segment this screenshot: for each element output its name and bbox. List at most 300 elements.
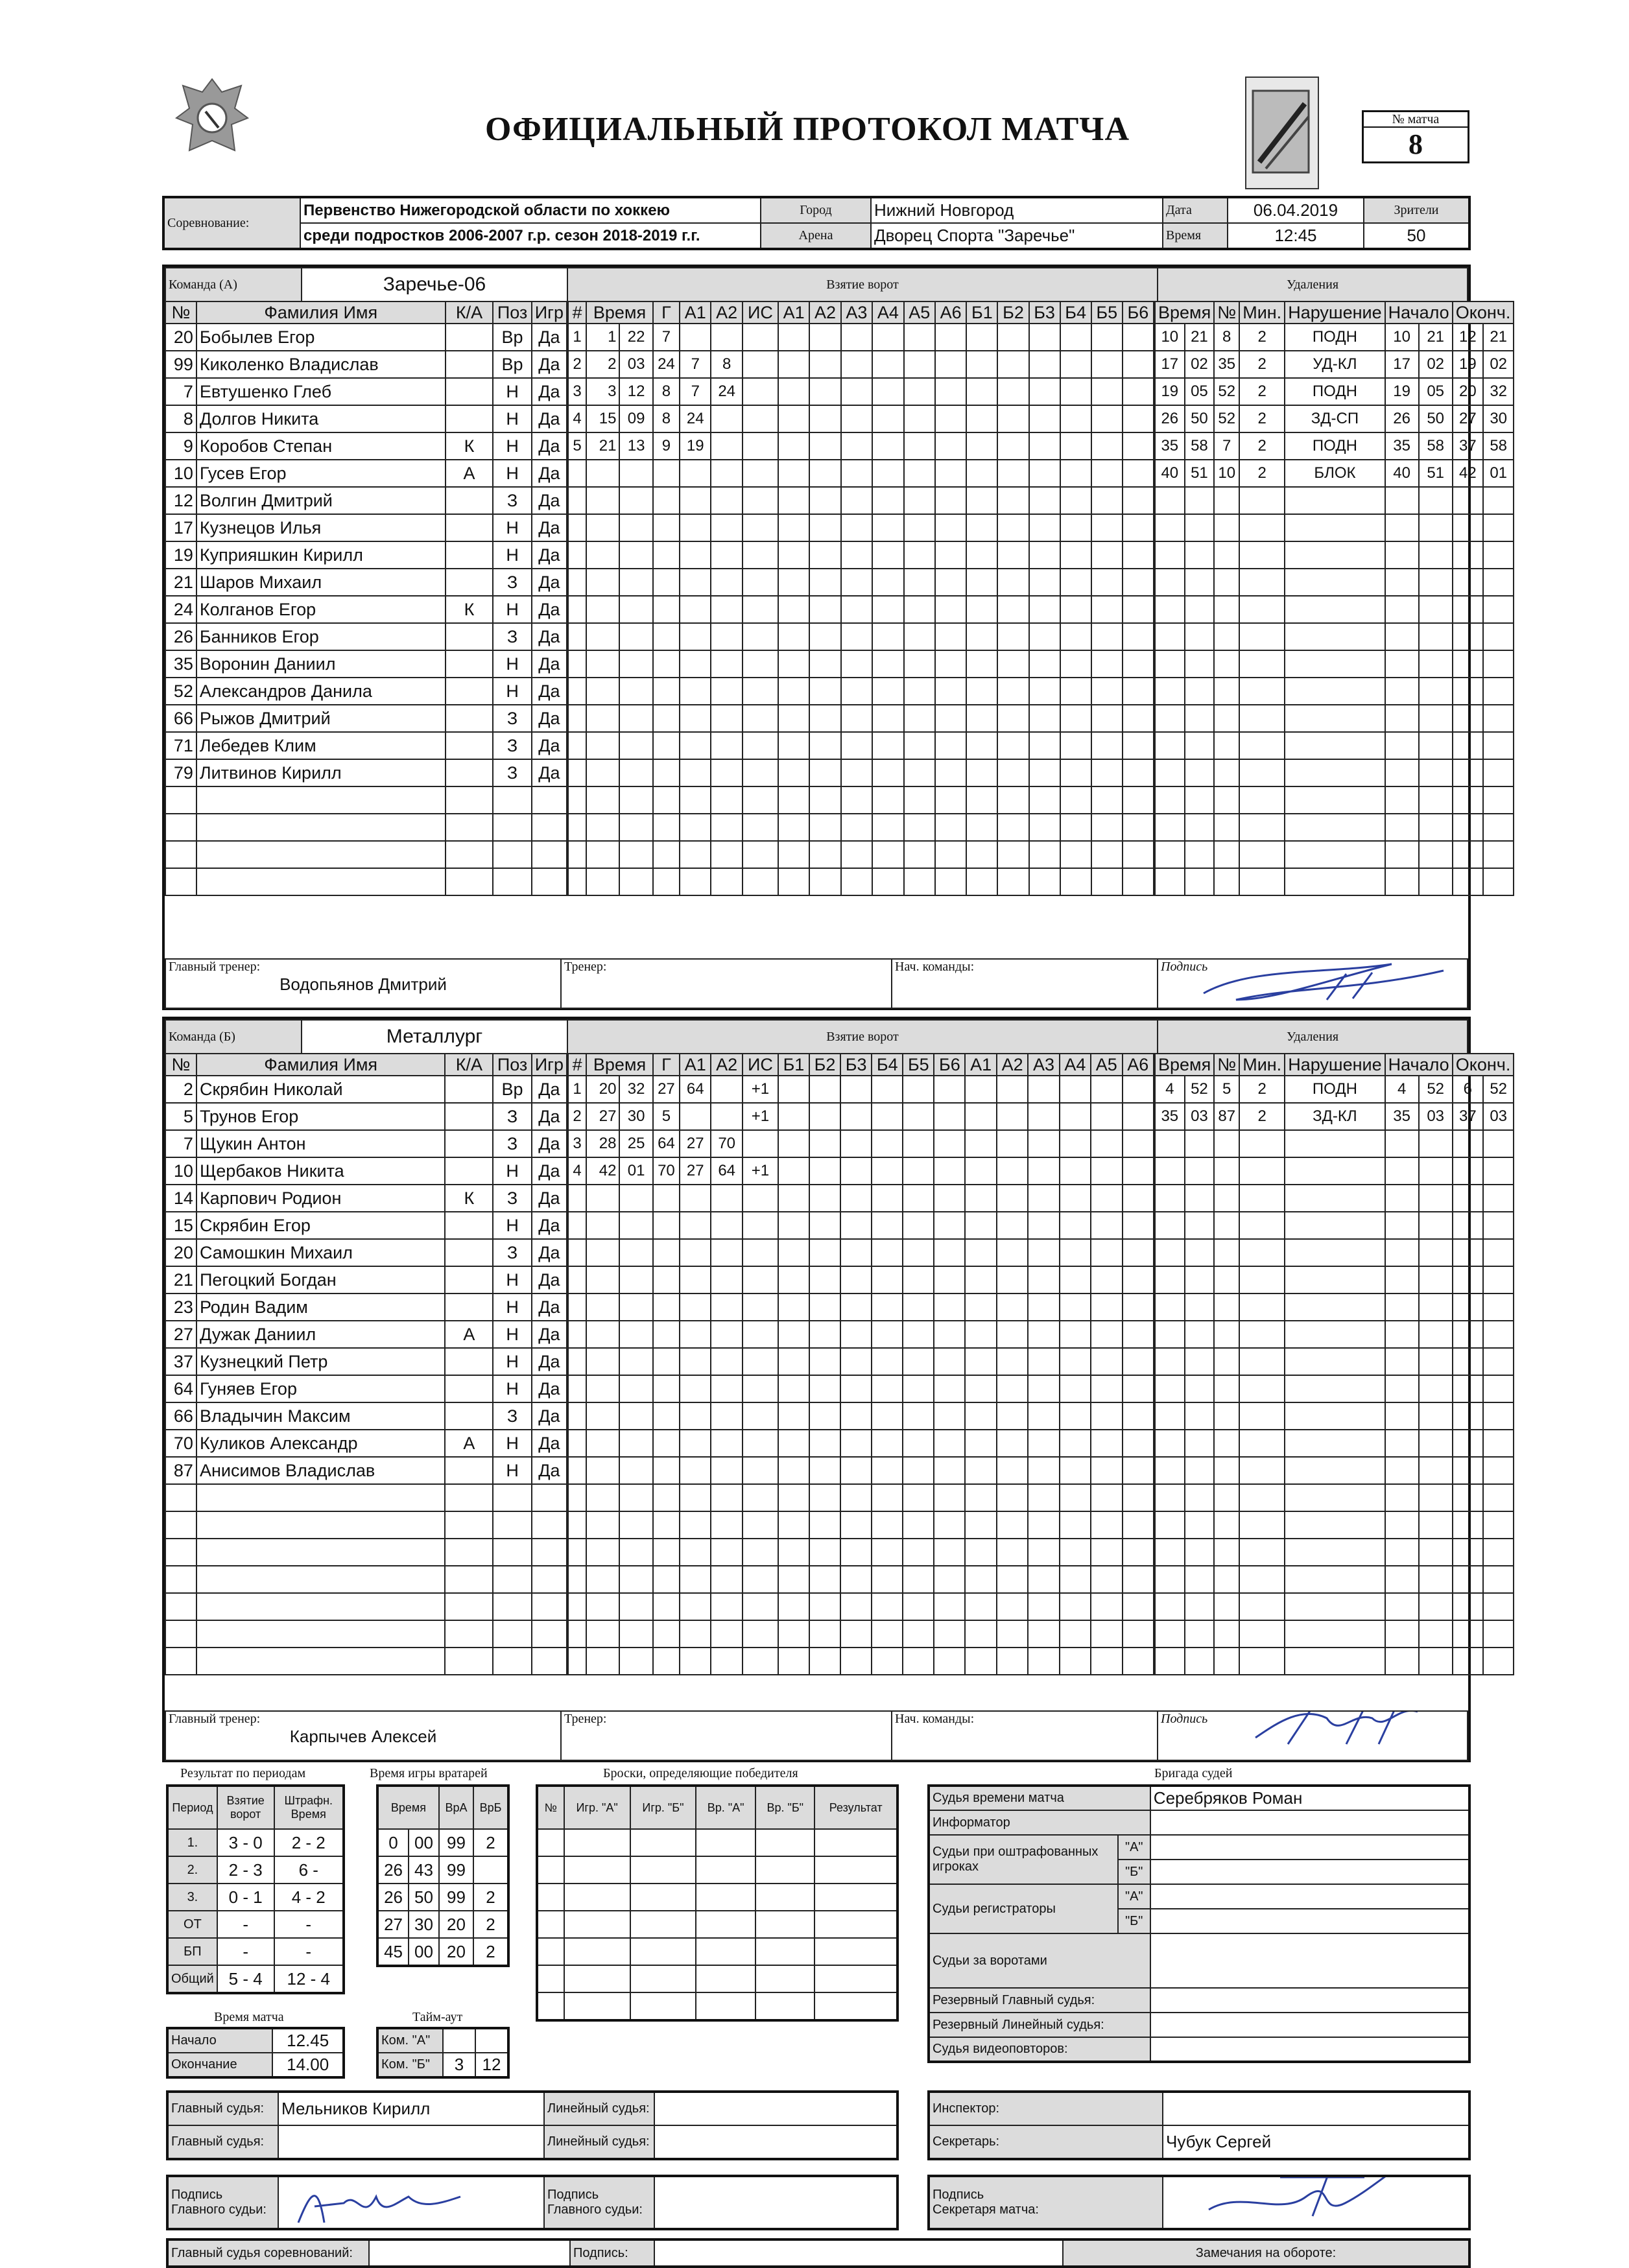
goal-cell [1091, 1430, 1122, 1457]
goal-cell [935, 405, 966, 432]
penalty-cell: ПОДН [1285, 432, 1385, 460]
goalies-header-cell: Время [377, 1786, 439, 1829]
player-played [532, 786, 567, 814]
player-number: 87 [165, 1457, 196, 1484]
goals-header-cell: ИС [743, 1054, 778, 1076]
goals-header-cell: Б2 [997, 301, 1029, 324]
penalty-cell [1453, 1348, 1483, 1375]
penalty-cell: 35 [1385, 1103, 1419, 1130]
penalty-cell [1185, 1457, 1215, 1484]
goal-cell [743, 650, 778, 678]
player-played: Да [532, 460, 567, 487]
penalty-cell [1155, 1566, 1185, 1593]
team-a-head-coach: Водопьянов Дмитрий [279, 975, 447, 994]
penalty-cell [1483, 1484, 1514, 1511]
goal-cell [903, 1157, 934, 1185]
goal-cell [841, 868, 872, 895]
goal-cell [841, 786, 872, 814]
penalty-row [1155, 814, 1514, 841]
goal-cell [1091, 1375, 1122, 1402]
goal-cell [778, 1266, 809, 1293]
penalty-cell [1214, 596, 1239, 623]
goal-cell [680, 1293, 711, 1321]
player-position: З [493, 1185, 531, 1212]
player-row [165, 814, 567, 841]
penalty-cell [1453, 596, 1483, 623]
goal-cell [711, 1266, 742, 1293]
goal-cell [778, 1402, 809, 1430]
penalty-cell [1483, 1348, 1514, 1375]
penalty-cell: 40 [1385, 460, 1419, 487]
goal-cell [743, 432, 778, 460]
team-a-head-coach-label: Главный тренер: [169, 960, 261, 974]
player-name: Гусев Егор [196, 460, 446, 487]
goal-cell [1060, 759, 1091, 786]
penalty-cell [1285, 569, 1385, 596]
penalty-cell [1483, 814, 1514, 841]
goal-cell [680, 841, 711, 868]
player-played: Да [532, 1430, 567, 1457]
arena-value: Дворец Спорта "Заречье" [871, 223, 1163, 249]
player-position: З [493, 759, 531, 786]
player-row [165, 678, 567, 705]
goal-cell [568, 1620, 586, 1648]
player-name: Евтушенко Глеб [196, 378, 446, 405]
penalty-row [1155, 841, 1514, 868]
goal-cell [1060, 1457, 1091, 1484]
goal-cell [1123, 1457, 1154, 1484]
goal-cell [653, 1266, 680, 1293]
penalty-cell [1453, 1457, 1483, 1484]
goal-cell: 22 [619, 324, 652, 351]
goal-cell [711, 1457, 742, 1484]
penalty-cell [1239, 841, 1285, 868]
penalty-cell: 2 [1239, 460, 1285, 487]
goal-cell [1060, 487, 1091, 514]
goal-cell [1029, 759, 1060, 786]
goal-cell [619, 1266, 652, 1293]
video-label: Судья видеоповторов: [929, 2037, 1150, 2062]
goal-cell [1060, 1566, 1091, 1593]
goal-cell [653, 705, 680, 732]
goal-cell [1060, 351, 1091, 378]
goal-cell [841, 623, 872, 650]
penalty-row [1155, 1402, 1514, 1430]
goal-cell [1091, 1593, 1122, 1620]
goal-cell [653, 650, 680, 678]
goal-cell [619, 868, 652, 895]
goal-cell [711, 1185, 742, 1212]
goal-judges-label: Судьи за воротами [929, 1933, 1150, 1988]
goal-cell [809, 1511, 840, 1539]
goal-row [568, 1566, 1154, 1593]
head-ref-label: Главный судья: [167, 2092, 278, 2125]
goal-cell [680, 1566, 711, 1593]
penalty-cell [1385, 1375, 1419, 1402]
penalties-header-cell: Оконч. [1453, 301, 1514, 324]
goal-cell [903, 1130, 934, 1157]
player-name [196, 1648, 445, 1675]
goal-cell [965, 1266, 996, 1293]
goal-cell [619, 678, 652, 705]
goal-cell [840, 1293, 872, 1321]
goals-header-cell: Время [586, 1054, 653, 1076]
goal-cell [1123, 541, 1154, 569]
goal-cell [586, 732, 619, 759]
goal-cell [1123, 759, 1154, 786]
shootout-row [537, 1829, 898, 1856]
goals-header-cell: А2 [711, 1054, 742, 1076]
penalty-cell [1239, 759, 1285, 786]
player-number: 27 [165, 1321, 196, 1348]
goal-cell [743, 759, 778, 786]
player-name: Владычин Максим [196, 1402, 445, 1430]
penalty-row [1155, 1539, 1514, 1566]
line-ref-label-1: Линейный судья: [544, 2092, 654, 2125]
goal-cell [586, 1348, 619, 1375]
penalty-cell [1385, 814, 1419, 841]
goal-row [568, 405, 1154, 432]
goal-row [568, 1239, 1154, 1266]
goal-cell [997, 1648, 1028, 1675]
goal-cell: 24 [680, 405, 711, 432]
goal-cell [743, 678, 778, 705]
player-role [446, 786, 493, 814]
registrars-label: Судьи регистраторы [929, 1884, 1118, 1933]
player-row [165, 1539, 567, 1566]
goal-cell [809, 1239, 840, 1266]
goal-cell: 8 [653, 405, 680, 432]
goal-cell [1091, 841, 1123, 868]
penalty-cell [1155, 596, 1185, 623]
goal-cell [568, 732, 586, 759]
goal-cell [903, 1293, 934, 1321]
penalty-cell: 4 [1155, 1076, 1185, 1103]
goal-cell [568, 1484, 586, 1511]
goal-cell [743, 814, 778, 841]
penalty-cell [1385, 1293, 1419, 1321]
penalty-cell [1483, 1321, 1514, 1348]
penalty-row [1155, 786, 1514, 814]
player-role [445, 1130, 493, 1157]
goal-cell [872, 1293, 903, 1321]
goal-cell [743, 1266, 778, 1293]
player-position [493, 1593, 531, 1620]
penalty-cell [1483, 868, 1514, 895]
player-name: Самошкин Михаил [196, 1239, 445, 1266]
player-row [165, 1212, 567, 1239]
player-role [445, 1266, 493, 1293]
goal-cell [586, 460, 619, 487]
goal-cell [1123, 1293, 1154, 1321]
goal-cell [586, 541, 619, 569]
player-row [165, 596, 567, 623]
goal-row [568, 378, 1154, 405]
shootout-cell [630, 1829, 696, 1856]
penalty-cell: 52 [1214, 405, 1239, 432]
penalty-row [1155, 1321, 1514, 1348]
goal-cell [1029, 405, 1060, 432]
penalty-cell [1155, 1457, 1185, 1484]
penalty-cell [1419, 1593, 1453, 1620]
goal-cell [965, 1293, 996, 1321]
goal-row [568, 678, 1154, 705]
period-cell: БП [167, 1938, 217, 1965]
goal-cell: 15 [586, 405, 619, 432]
goal-cell [809, 1076, 840, 1103]
period-row [167, 1938, 344, 1965]
goal-cell [934, 1185, 965, 1212]
goal-cell [586, 1293, 619, 1321]
goalie-cell: 20 [439, 1938, 473, 1966]
goal-cell [809, 1566, 840, 1593]
goal-cell [1060, 378, 1091, 405]
penalty-cell [1239, 732, 1285, 759]
player-position: Н [493, 1293, 531, 1321]
goal-cell [680, 1321, 711, 1348]
goal-cell [872, 1539, 903, 1566]
penalty-cell [1214, 1402, 1239, 1430]
penalties-header [1155, 1054, 1514, 1076]
player-played: Да [532, 514, 567, 541]
goal-cell: 3 [568, 378, 586, 405]
player-played [532, 1648, 567, 1675]
penalties-header-cell: Время [1155, 1054, 1214, 1076]
penalty-cell [1239, 1511, 1285, 1539]
goals-header-cell: Б6 [934, 1054, 965, 1076]
goal-cell [904, 841, 935, 868]
period-cell: 0 - 1 [217, 1884, 274, 1911]
penalty-cell: БЛОК [1285, 460, 1385, 487]
penalties-header-cell: Нарушение [1285, 1054, 1385, 1076]
penalty-cell [1239, 1130, 1285, 1157]
goal-cell [841, 814, 872, 841]
goal-cell: 2 [586, 351, 619, 378]
goal-cell: 1 [568, 324, 586, 351]
goal-row [568, 1130, 1154, 1157]
goal-cell [841, 514, 872, 541]
goal-row [568, 814, 1154, 841]
timekeeper-label: Судья времени матча [929, 1786, 1150, 1810]
penalty-cell [1239, 1185, 1285, 1212]
team-a-signature [1197, 961, 1457, 1006]
player-row [165, 324, 567, 351]
penalty-cell [1155, 1239, 1185, 1266]
team-b-goals-title: Взятие ворот [567, 1020, 1158, 1054]
player-number: 66 [165, 1402, 196, 1430]
penalty-cell [1214, 759, 1239, 786]
roster-header [165, 1054, 567, 1076]
goal-cell [586, 1266, 619, 1293]
goal-cell [711, 1620, 742, 1648]
penalty-cell [1239, 623, 1285, 650]
goal-cell [680, 514, 711, 541]
goal-cell [1123, 841, 1154, 868]
penalty-row [1155, 1620, 1514, 1648]
goal-cell [1029, 596, 1060, 623]
shootout-cell [564, 1992, 630, 2020]
goal-cell [904, 460, 935, 487]
goal-cell [680, 623, 711, 650]
penalty-cell [1185, 569, 1215, 596]
goal-cell [1060, 786, 1091, 814]
penalty-cell [1239, 650, 1285, 678]
penalty-cell [1155, 868, 1185, 895]
goal-cell: 5 [568, 432, 586, 460]
player-played: Да [532, 324, 567, 351]
goals-header-cell: Время [586, 301, 653, 324]
goal-cell [1123, 1430, 1154, 1457]
officials-table [927, 1784, 1471, 2063]
penalty-cell [1453, 1430, 1483, 1457]
goal-cell [778, 405, 809, 432]
player-position: З [493, 705, 531, 732]
penalty-cell [1483, 1239, 1514, 1266]
penalty-cell [1155, 1593, 1185, 1620]
player-name: Пегоцкий Богдан [196, 1266, 445, 1293]
penalty-cell [1483, 1157, 1514, 1185]
goal-cell [1029, 324, 1060, 351]
goal-row [568, 1266, 1154, 1293]
goal-row [568, 1648, 1154, 1675]
penalty-cell [1214, 1375, 1239, 1402]
penalty-cell [1385, 1484, 1419, 1511]
goal-cell [934, 1103, 965, 1130]
penalty-row [1155, 1185, 1514, 1212]
penalties-header-cell: Начало [1385, 1054, 1453, 1076]
goal-cell [809, 432, 840, 460]
goal-cell [935, 623, 966, 650]
goal-cell [997, 786, 1029, 814]
goal-row [568, 841, 1154, 868]
player-role: К [446, 596, 493, 623]
team-a-section [162, 265, 1511, 1010]
goal-cell [1091, 1648, 1122, 1675]
penalty-row [1155, 1212, 1514, 1239]
penalty-cell [1239, 514, 1285, 541]
goal-cell [586, 514, 619, 541]
shootout-cell [755, 1911, 814, 1938]
team-a-goals-table [567, 301, 1154, 896]
goal-cell [997, 1130, 1028, 1157]
goal-cell [711, 541, 742, 569]
player-position: Н [493, 1321, 531, 1348]
goal-cell [1060, 1430, 1091, 1457]
player-number [165, 1648, 196, 1675]
goal-cell [840, 1103, 872, 1130]
goal-cell [809, 405, 840, 432]
goal-cell [997, 460, 1029, 487]
player-role [446, 841, 493, 868]
goal-cell [1123, 1076, 1154, 1103]
goal-cell [935, 868, 966, 895]
match-time-table [166, 2027, 345, 2079]
goal-cell [586, 814, 619, 841]
goal-cell [809, 1266, 840, 1293]
goal-cell: 2 [568, 1103, 586, 1130]
goal-cell [1123, 514, 1154, 541]
timeout-b-label: Ком. "Б" [377, 2053, 443, 2077]
goal-cell [934, 1402, 965, 1430]
goal-cell [997, 1348, 1028, 1375]
penalty-cell [1214, 487, 1239, 514]
goal-cell [840, 1157, 872, 1185]
penalty-cell [1155, 1348, 1185, 1375]
player-role: К [446, 432, 493, 460]
goal-cell [935, 596, 966, 623]
goal-cell [965, 1593, 996, 1620]
goal-cell [568, 1511, 586, 1539]
penalty-cell [1214, 1539, 1239, 1566]
goal-cell [1060, 623, 1091, 650]
goal-cell [1123, 460, 1154, 487]
goals-header-cell: ИС [743, 301, 778, 324]
penalty-cell [1239, 1348, 1285, 1375]
goal-cell [653, 1648, 680, 1675]
player-name [196, 841, 446, 868]
goals-header [568, 301, 1154, 324]
goal-cell [743, 596, 778, 623]
goal-cell [1029, 514, 1060, 541]
goal-cell [1091, 1457, 1122, 1484]
goals-header-cell: А1 [778, 301, 809, 324]
goal-cell [904, 378, 935, 405]
goal-cell [778, 1321, 809, 1348]
goal-cell [840, 1185, 872, 1212]
goals-header-cell: Б1 [778, 1054, 809, 1076]
goal-cell [997, 732, 1029, 759]
period-cell: 2 - 3 [217, 1856, 274, 1884]
player-row [165, 1321, 567, 1348]
player-played: Да [532, 569, 567, 596]
penalty-cell [1453, 514, 1483, 541]
secretary-sign-table [927, 2175, 1471, 2230]
penalty-row [1155, 1430, 1514, 1457]
player-role [445, 1239, 493, 1266]
goal-cell [997, 759, 1029, 786]
player-name: Щербаков Никита [196, 1157, 445, 1185]
goal-cell: 7 [653, 324, 680, 351]
reserve-head-label: Резервный Главный судья: [929, 1988, 1150, 2013]
goal-cell [653, 1402, 680, 1430]
goal-cell [935, 541, 966, 569]
goal-cell [809, 623, 840, 650]
goal-cell [904, 541, 935, 569]
goal-cell [872, 324, 903, 351]
penalty-cell [1285, 814, 1385, 841]
penalty-cell [1483, 1293, 1514, 1321]
penalty-cell [1214, 1239, 1239, 1266]
goal-cell [680, 705, 711, 732]
goal-cell [903, 1212, 934, 1239]
goal-cell [1091, 405, 1123, 432]
penalty-cell: 03 [1483, 1103, 1514, 1130]
goal-cell [1123, 1239, 1154, 1266]
team-b-coach-label: Тренер: [561, 1711, 892, 1760]
goalie-cell: 45 [377, 1938, 409, 1966]
penalty-cell [1483, 1566, 1514, 1593]
penalty-cell [1239, 1484, 1285, 1511]
penalty-row [1155, 868, 1514, 895]
shootout-cell [696, 1856, 755, 1884]
goal-cell [653, 1620, 680, 1648]
penalty-cell: 52 [1419, 1076, 1453, 1103]
penalty-cell [1239, 1157, 1285, 1185]
goal-cell [904, 569, 935, 596]
shootout-cell [537, 1911, 564, 1938]
goal-cell [1091, 1212, 1122, 1239]
penalty-cell [1214, 650, 1239, 678]
